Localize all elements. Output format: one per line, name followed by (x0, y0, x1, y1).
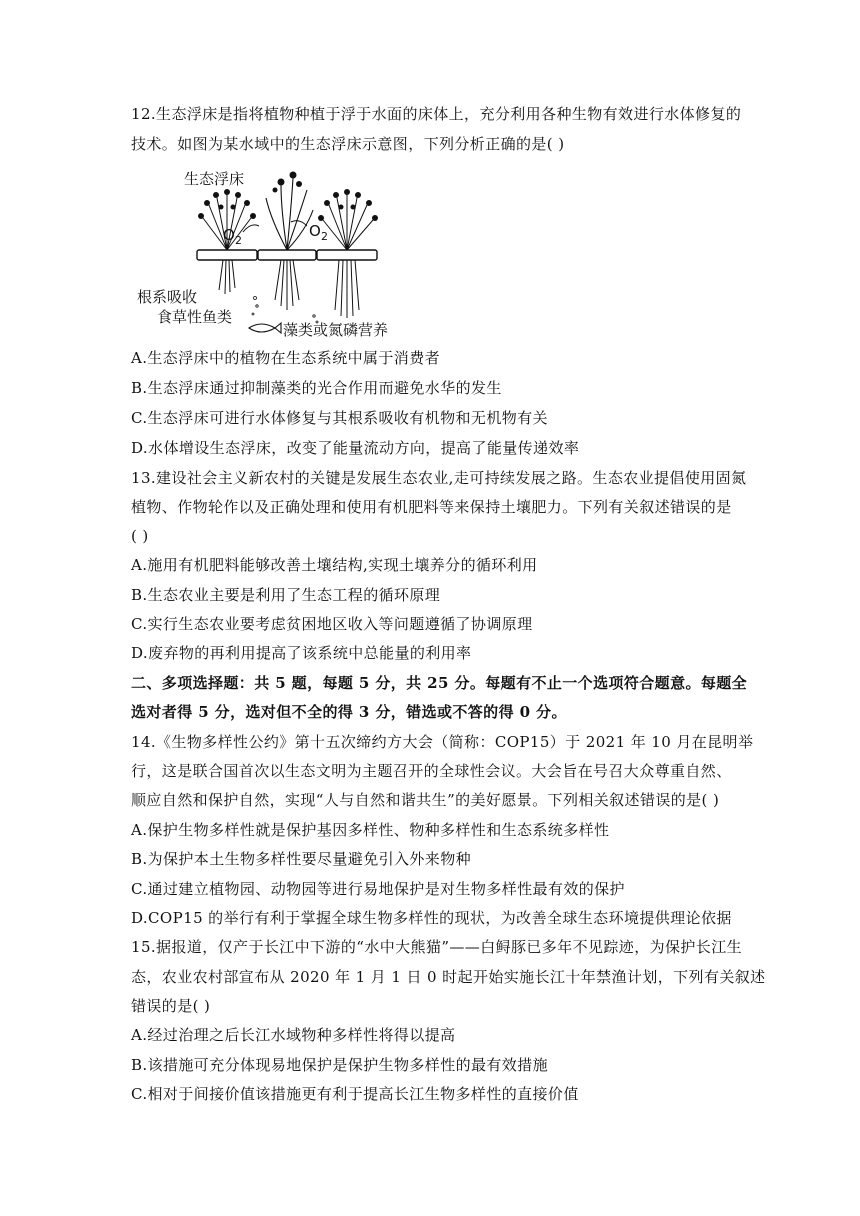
q12-stem-line2: 技术。如图为某水域中的生态浮床示意图，下列分析正确的是( ) (131, 135, 565, 153)
q12-option-c: C.生态浮床可进行水体修复与其根系吸收有机物和无机物有关 (131, 409, 548, 427)
q13-option-b: B.生态农业主要是利用了生态工程的循环原理 (131, 586, 441, 604)
q12-option-d: D.水体增设生态浮床，改变了能量流动方向，提高了能量传递效率 (131, 439, 580, 457)
q15-stem-line3: 错误的是( ) (131, 997, 211, 1015)
q13-stem-line1: 13.建设社会主义新农村的关键是发展生态农业,走可持续发展之路。生态农业提倡使用固氮 (131, 469, 747, 487)
q13-option-d: D.废弃物的再利用提高了该系统中总能量的利用率 (131, 644, 472, 662)
right-plant-roots (335, 260, 359, 318)
q14-stem-line1: 14.《生物多样性公约》第十五次缔约方大会（简称：COP15）于 2021 年 10 月在昆明举 (131, 733, 754, 751)
q15-option-a: A.经过治理之后长江水域物种多样性将得以提高 (131, 1026, 456, 1044)
q12-option-a: A.生态浮床中的植物在生态系统中属于消费者 (131, 349, 441, 367)
label-o2-left: O (223, 226, 235, 244)
bubbles (252, 297, 318, 324)
label-herbivorous-fish: 食草性鱼类 (157, 308, 233, 326)
floating-bed-diagram (131, 160, 411, 342)
right-plant-flowers (318, 189, 378, 221)
label-o2-right: O (309, 222, 321, 240)
q15-option-c: C.相对于间接价值该措施更有利于提高长江生物多样性的直接价值 (131, 1085, 579, 1103)
q13-option-a: A.施用有机肥料能够改善土壤结构,实现土壤养分的循环利用 (131, 556, 538, 574)
q15-option-b: B.该措施可充分体现易地保护是保护生物多样性的最有效措施 (131, 1056, 548, 1074)
q14-option-b: B.为保护本土生物多样性要尽量避免引入外来物种 (131, 850, 471, 868)
section2-heading-line2: 选对者得 5 分，选对但不全的得 3 分，错选或不答的得 0 分。 (131, 703, 567, 721)
left-plant-roots (219, 260, 235, 294)
q12-stem-line1: 12.生态浮床是指将植物种植于浮于水面的床体上，充分利用各种生物有效进行水体修复的 (131, 105, 742, 123)
fish-icon (249, 323, 281, 333)
q14-option-c: C.通过建立植物园、动物园等进行易地保护是对生物多样性最有效的保护 (131, 880, 625, 898)
q15-stem-line2: 态，农业农村部宣布从 2020 年 1 月 1 日 0 时起开始实施长江十年禁渔计划，下列有关叙述 (131, 968, 766, 986)
q14-option-a: A.保护生物多样性就是保护基因多样性、物种多样性和生态系统多样性 (131, 821, 610, 839)
q14-option-d: D.COP15 的举行有利于掌握全球生物多样性的现状，为改善全球生态环境提供理论依据 (131, 909, 732, 927)
q14-stem-line3: 顺应自然和保护自然，实现“人与自然和谐共生”的美好愿景。下列相关叙述错误的是( ) (131, 791, 720, 809)
q14-stem-line2: 行，这是联合国首次以生态文明为主题召开的全球性会议。大会旨在号召大众尊重自然、 (131, 762, 732, 780)
label-floating-bed: 生态浮床 (184, 170, 245, 188)
label-algae-nutrients: 藻类或氮磷营养 (283, 321, 389, 339)
q13-option-c: C.实行生态农业要考虑贫困地区收入等问题遵循了协调原理 (131, 615, 533, 633)
ecological-floating-bed-figure (131, 160, 411, 342)
floating-bed-platforms (197, 250, 377, 260)
q15-stem-line1: 15.据报道，仅产于长江中下游的“水中大熊猫”——白鲟豚已多年不见踪迹，为保护长江生 (131, 938, 742, 956)
section2-heading-line1: 二、多项选择题：共 5 题，每题 5 分，共 25 分。每题有不止一个选项符合题意。每题全 (131, 674, 748, 692)
q12-option-b: B.生态浮床通过抑制藻类的光合作用而避免水华的发生 (131, 379, 502, 397)
middle-plant-flowers (273, 172, 303, 193)
middle-plant-roots (275, 260, 299, 310)
label-root-absorb: 根系吸收 (137, 288, 198, 306)
q13-stem-line3: ( ) (131, 527, 149, 545)
label-o2-right-sub: 2 (321, 230, 328, 243)
right-plant (323, 195, 373, 250)
q13-stem-line2: 植物、作物轮作以及正确处理和使用有机肥料等来保持土壤肥力。下列有关叙述错误的是 (131, 498, 732, 516)
label-o2-left-sub: 2 (235, 234, 242, 247)
